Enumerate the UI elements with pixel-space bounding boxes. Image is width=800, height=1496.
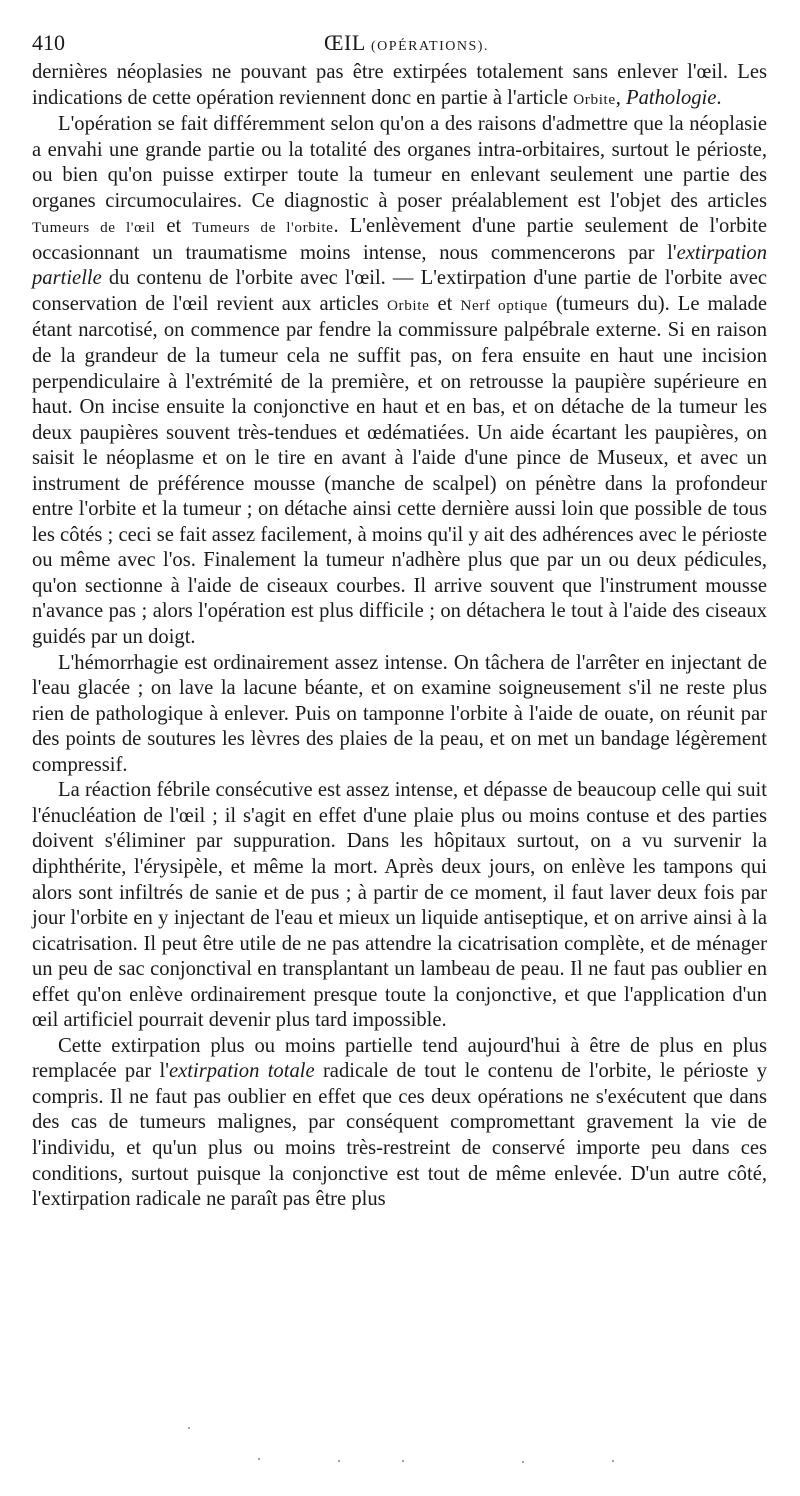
running-title bbox=[324, 30, 489, 56]
page-number: 410 bbox=[32, 30, 65, 55]
cross-reference: Orbite bbox=[573, 90, 616, 108]
paragraph-2-text-f: (tumeurs du). Le malade étant narcotisé, on commence par fendre la commissure palpébrale externe. Si en raison de la grandeur de la tumeur cela ne suffit pas, on fera ensuite en haut une incision perpendiculaire à l'extrémité de la première, et on retrousse la paupière supérieure en haut. On incise ensuite la conjonctive en haut et en bas, et on détache de la tumeur les deux paupières souvent très-tendues et œdématiées. Un aide écartant les paupières, on saisit le néoplasme et on le tire en avant à l'aide d'une pince de Museux, et avec un instrument de préférence mousse (manche de scalpel) on pénètre dans la profondeur entre l'orbite et la tumeur ; on détache ainsi cette dernière aussi loin que possible de tous les côtés ; ceci se fait assez facilement, à moins qu'il y ait des adhérences avec le périoste ou même avec l'os. Finalement la tumeur n'adhère plus que par un ou deux pédicules, qu'on sectionne à l'aide de ciseaux courbes. Il arrive souvent que l'instrument mousse n'avance pas ; alors l'opération est plus difficile ; on détachera le tout à l'aide des ciseaux guidés par un doigt. bbox=[32, 292, 767, 649]
paragraph-2-text-a: L'opération se fait différemment selon qu'on a des raisons d'admettre que la néoplasie a envahi une grande partie ou la totalité des organes intra-orbitaires, surtout le périoste, ou bien qu'on puisse extirper toute la tumeur en enlevant seulement une partie des organes circumoculaires. Ce diagnostic à poser préalablement est l'objet des articles bbox=[32, 113, 767, 212]
paragraph-5 bbox=[32, 1034, 767, 1213]
paragraph-2-text-e: et bbox=[429, 292, 461, 315]
scan-speck bbox=[338, 1460, 340, 1462]
paragraph-2-text-c: . L'enlèvement d'une partie seulement de l'orbite occasionnant un traumatisme moins intense, nous commencerons par l' bbox=[32, 215, 767, 264]
page-header bbox=[32, 30, 768, 60]
running-title-main: ŒIL bbox=[324, 30, 366, 55]
paragraph-2-text-b: et bbox=[155, 215, 193, 238]
paragraph-1-text-c: . bbox=[716, 86, 722, 109]
scan-specks bbox=[0, 1420, 800, 1480]
paragraph-2-text-d: du contenu de l'orbite avec l'œil. — L'extirpation d'une partie de l'orbite avec conservation de l'œil revient aux articles bbox=[32, 267, 767, 315]
paragraph-1 bbox=[32, 60, 767, 112]
cross-reference: Tumeurs de l'œil bbox=[32, 219, 156, 237]
italic-term: extirpation totale bbox=[169, 1060, 315, 1083]
cross-reference: Orbite bbox=[386, 296, 430, 314]
italic-term: Pathologie bbox=[626, 86, 717, 109]
paragraph-1-text-b: , bbox=[615, 86, 627, 109]
cross-reference: Tumeurs de l'orbite bbox=[192, 219, 334, 237]
running-title-sub: (OPÉRATIONS). bbox=[371, 39, 489, 54]
scan-speck bbox=[188, 1427, 190, 1429]
paragraph-1-text-a: dernières néoplasies ne pouvant pas être extirpées totalement sans enlever l'œil. Les indications de cette opération reviennent donc en partie à l'article bbox=[32, 61, 767, 109]
paragraph-3: L'hémorrhagie est ordinairement assez intense. On tâchera de l'arrêter en injectant de l'eau glacée ; on lave la lacune béante, et on examine soigneusement s'il ne reste plus rien de pathologique à enlever. Puis on tamponne l'orbite à l'aide de ouate, on réunit par des points de soutures les lèvres des plaies de la peau, et on met un bandage légèrement compressif. bbox=[32, 651, 767, 776]
scan-speck bbox=[612, 1460, 614, 1462]
paragraph-2 bbox=[32, 112, 767, 650]
body-text bbox=[32, 60, 767, 1213]
scan-speck bbox=[522, 1461, 524, 1463]
cross-reference: Nerf optique bbox=[460, 296, 548, 314]
paragraph-5-text-b: radicale de tout le contenu de l'orbite, le périoste y compris. Il ne faut pas oublier en effet que ces deux opérations ne s'exécutent que dans des cas de tumeurs malignes, par conséquent compromettant gravement la vie de l'individu, et qu'un plus ou moins très-restreint de conservé importe peu dans ces conditions, surtout puisque la conjonctive est tout de même enlevée. D'un autre côté, l'extirpation radicale ne paraît pas être plus bbox=[32, 1060, 768, 1211]
scan-speck bbox=[258, 1458, 260, 1460]
paragraph-5-text-a: Cette extirpation plus ou moins partielle tend aujourd'hui à être de plus en plus remplacée par l' bbox=[32, 1034, 767, 1083]
paragraph-4: La réaction fébrile consécutive est assez intense, et dépasse de beaucoup celle qui suit l'énucléation de l'œil ; il s'agit en effet d'une plaie plus ou moins contuse et des parties doivent s'éliminer par suppuration. Dans les hôpitaux surtout, on a vu survenir la diphthérite, l'érysipèle, et même la mort. Après deux jours, on enlève les tampons qui alors sont infiltrés de sanie et de pus ; à partir de ce moment, il faut laver deux fois par jour l'orbite en y injectant de l'eau et mieux un liquide antiseptique, et on arrive ainsi à la cicatrisation. Il peut être utile de ne pas attendre la cicatrisation complète, et de ménager un peu de sac conjonctival en transplantant un lambeau de peau. Il ne faut pas oublier en effet qu'on enlève ordinairement presque toute la conjonctive, et que l'application d'un œil artificiel pourrait devenir plus tard impossible. bbox=[32, 779, 767, 1032]
scan-speck bbox=[402, 1460, 404, 1462]
italic-term: extirpation partielle bbox=[32, 241, 767, 290]
